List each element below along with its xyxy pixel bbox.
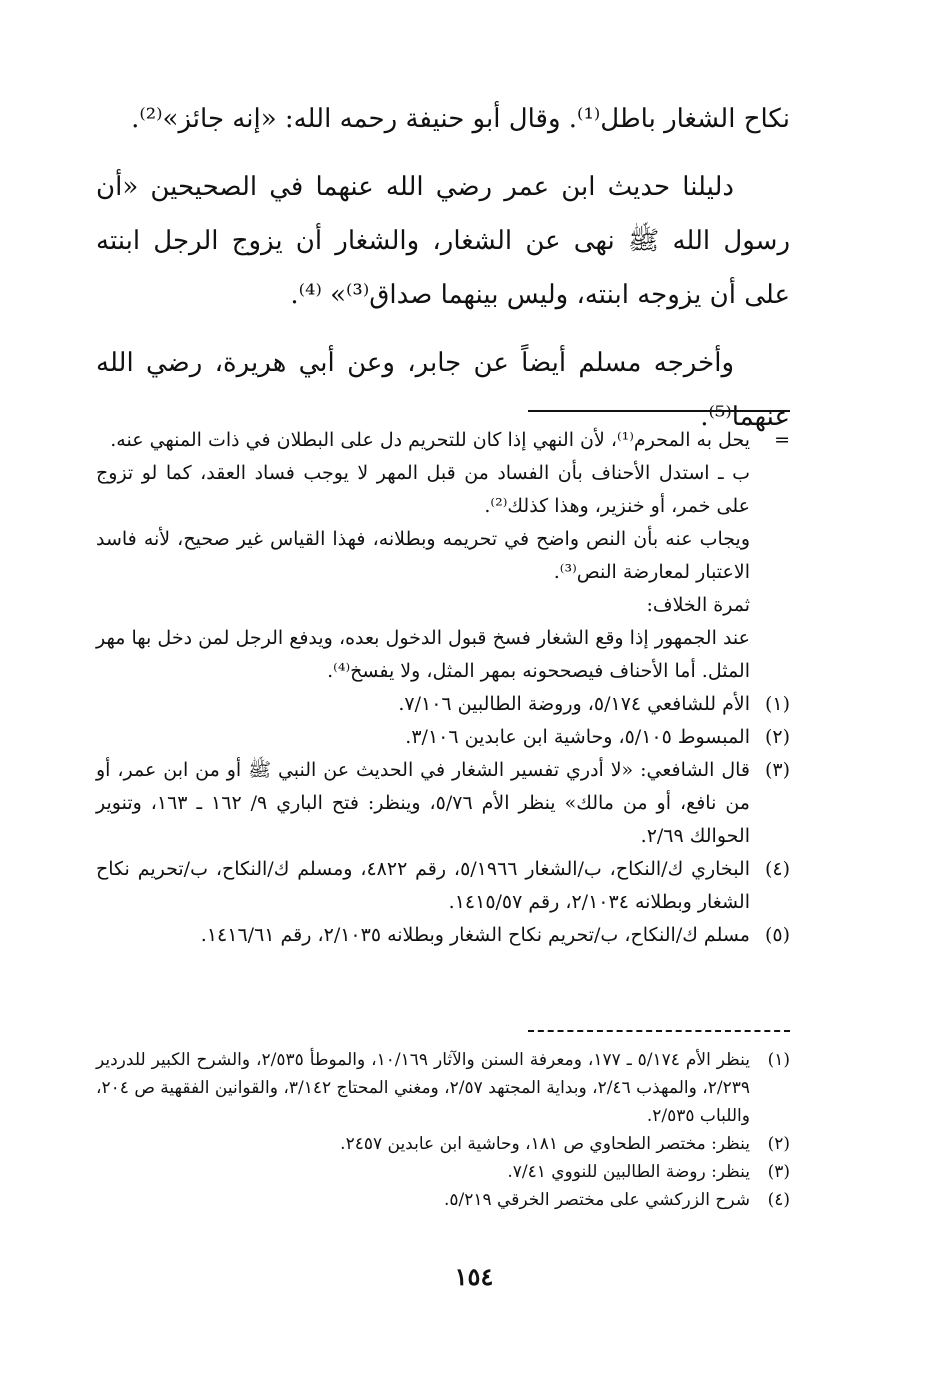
- footnote-number: (٢): [764, 726, 790, 748]
- main-paragraph: دليلنا حديث ابن عمر رضي الله عنهما في الصحيحين «أن رسول الله ﷺ نهى عن الشغار، والشغار أن يزوج الرجل ابنته على أن يزوجه ابنته، وليس بينهما صداق⁽³⁾» ⁽⁴⁾.: [96, 172, 790, 310]
- footnote-text: الأم للشافعي ٥/١٧٤، وروضة الطالبين ٧/١٠٦.: [398, 693, 750, 715]
- page-number: ١٥٤: [454, 1262, 494, 1291]
- footnote-text: البخاري ك/النكاح، ب/الشغار ٥/١٩٦٦، رقم ٤٨٢٢، ومسلم ك/النكاح، ب/تحريم نكاح الشغار وبطلانه ٢/١٠٣٤، رقم ١٤١٥/٥٧.: [96, 858, 750, 913]
- footnote: [96, 754, 790, 853]
- continued-paragraph: عند الجمهور إذا وقع الشغار فسخ قبول الدخول بعده، ويدفع الرجل لمن دخل بها مهر المثل. أما الأحناف فيصححونه بمهر المثل، ولا يفسخ⁽⁴⁾.: [96, 627, 750, 682]
- footnote-number: (٥): [764, 924, 790, 946]
- continuation-marker: =: [774, 429, 790, 451]
- inner-footnote: [96, 1158, 790, 1186]
- footnote: [96, 853, 790, 919]
- footnote-number: (٤): [767, 1190, 790, 1210]
- footnote-text: شرح الزركشي على مختصر الخرقي ٥/٢١٩.: [443, 1190, 750, 1210]
- continued-paragraph: يحل به المحرم⁽¹⁾، لأن النهي إذا كان للتحريم دل على البطلان في ذات المنهي عنه.: [110, 429, 750, 451]
- footnote-number: (٣): [764, 759, 790, 781]
- footnote-number: (١): [767, 1050, 790, 1070]
- footnote-number: (٢): [767, 1134, 790, 1154]
- inner-footnotes-section: [96, 1046, 790, 1214]
- footnote-number: (٣): [767, 1162, 790, 1182]
- inner-footnote: [96, 1046, 790, 1130]
- dashed-separator: [528, 1030, 790, 1032]
- footnotes-section: [96, 424, 790, 952]
- section-heading: ثمرة الخلاف:: [646, 594, 750, 616]
- continued-paragraph: ويجاب عنه بأن النص واضح في تحريمه وبطلانه، فهذا القياس غير صحيح، لأنه فاسد الاعتبار لمعارضة النص⁽³⁾.: [96, 528, 750, 583]
- main-text: [96, 92, 790, 458]
- continued-paragraph: ب ـ استدل الأحناف بأن الفساد من قبل المهر لا يوجب فساد العقد، كما لو تزوج على خمر، أو خنزير، وهذا كذلك⁽²⁾.: [96, 462, 750, 517]
- footnote: [96, 688, 790, 721]
- inner-footnote: [96, 1130, 790, 1158]
- footnote-text: ينظر الأم ٥/١٧٤ ـ ١٧٧، ومعرفة السنن والآثار ١٠/١٦٩، والموطأ ٢/٥٣٥، والشرح الكبير للدردير ٢/٢٣٩، والمهذب ٢/٤٦، وبداية المجتهد ٢/٥٧، ومغني المحتاج ٣/١٤٢، والقوانين الفقهية ص ٢٠٤، واللباب ٢/٥٣٥.: [96, 1050, 751, 1126]
- footnote-text: قال الشافعي: «لا أدري تفسير الشغار في الحديث عن النبي ﷺ أو من ابن عمر، أو من نافع، أو من مالك» ينظر الأم ٥/٧٦، وينظر: فتح الباري ٩/ ١٦٢ ـ ١٦٣، وتنوير الحوالك ٢/٦٩.: [96, 759, 750, 847]
- footnote-text: مسلم ك/النكاح، ب/تحريم نكاح الشغار وبطلانه ٢/١٠٣٥، رقم ١٤١٦/٦١.: [200, 924, 750, 946]
- footnote: [96, 919, 790, 952]
- footnote-text: ينظر: مختصر الطحاوي ص ١٨١، وحاشية ابن عابدين ٢٤٥٧.: [340, 1134, 750, 1154]
- footnote-separator: [528, 410, 790, 412]
- continued-footnote: [96, 424, 790, 688]
- inner-footnote: [96, 1186, 790, 1214]
- main-paragraph: نكاح الشغار باطل⁽¹⁾. وقال أبو حنيفة رحمه الله: «إنه جائز»⁽²⁾.: [131, 104, 790, 134]
- main-paragraph: وأخرجه مسلم أيضاً عن جابر، وعن أبي هريرة، رضي الله عنهما⁽⁵⁾.: [96, 348, 790, 432]
- footnote-text: ينظر: روضة الطالبين للنووي ٧/٤١.: [507, 1162, 750, 1182]
- footnote-number: (٤): [764, 858, 790, 880]
- footnote: [96, 721, 790, 754]
- footnote-number: (١): [764, 693, 790, 715]
- footnote-text: المبسوط ٥/١٠٥، وحاشية ابن عابدين ٣/١٠٦.: [405, 726, 750, 748]
